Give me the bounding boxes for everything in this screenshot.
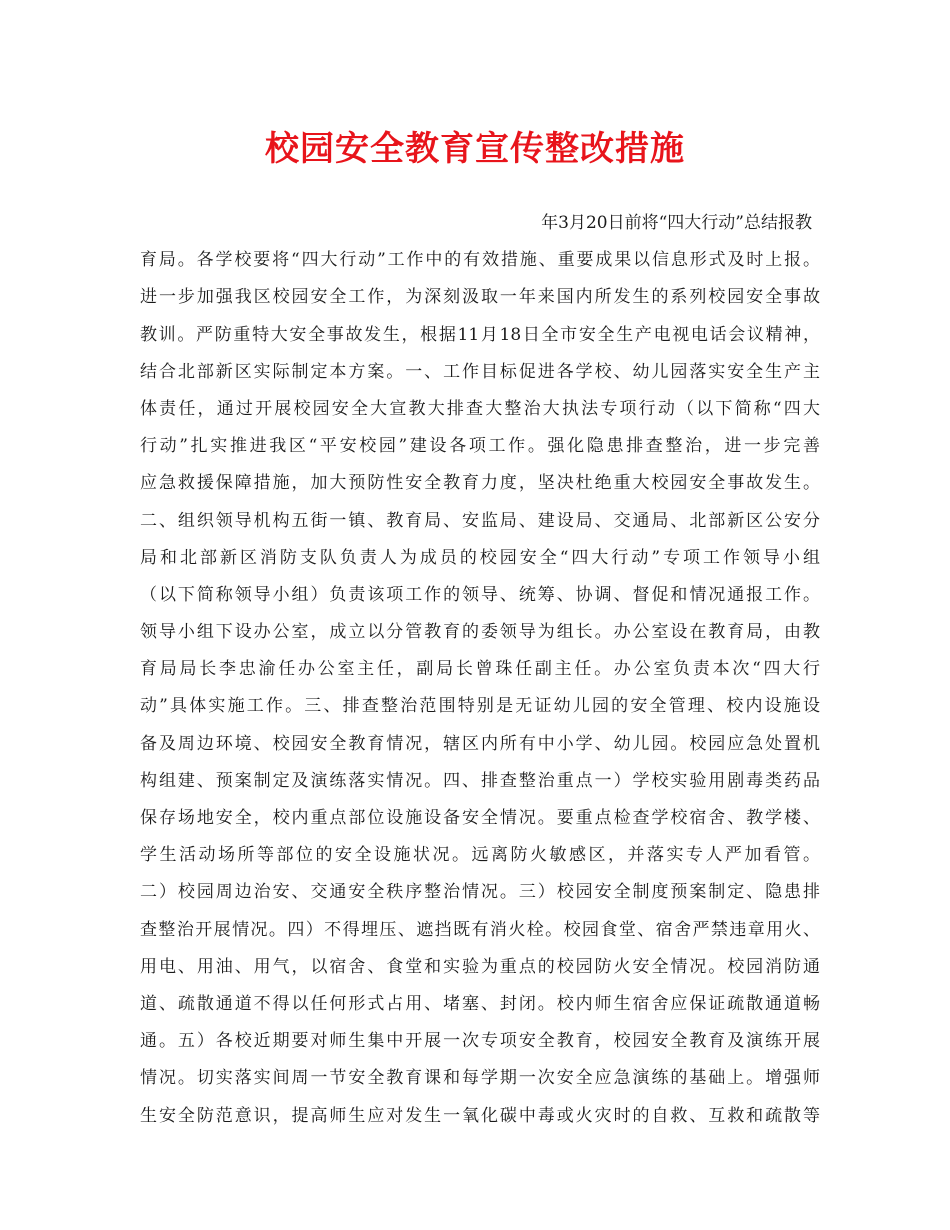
body-line: 行动”扎实推进我区“平安校园”建设各项工作。强化隐患排查整治，进一步完善	[140, 436, 820, 457]
body-line: 保存场地安全，校内重点部位设施设备安全情况。要重点检查学校宿舍、教学楼、	[140, 808, 820, 828]
body-line: 动”具体实施工作。三、排查整治范围特别是无证幼儿园的安全管理、校内设施设	[140, 696, 820, 717]
body-line: 育局局长李忠渝任办公室主任，副局长曾珠任副主任。办公室负责本次“四大行	[140, 659, 820, 680]
body-line: 体责任，通过开展校园安全大宣教大排查大整治大执法专项行动（以下简称“四大	[140, 398, 820, 419]
body-line: 道、疏散通道不得以任何形式占用、堵塞、封闭。校内师生宿舍应保证疏散通道畅	[140, 993, 820, 1014]
document-body	[140, 205, 820, 1135]
body-line: 局和北部新区消防支队负责人为成员的校园安全“四大行动”专项工作领导小组	[140, 547, 820, 568]
body-line: 年3月20日前将“四大行动”总结报教	[541, 213, 812, 233]
body-line: 生安全防范意识，提高师生应对发生一氧化碳中毒或火灾时的自救、互救和疏散等	[140, 1105, 820, 1126]
body-line: 教训。严防重特大安全事故发生，根据11月18日全市安全生产电视电话会议精神，	[140, 324, 820, 345]
body-line: 二、组织领导机构五街一镇、教育局、安监局、建设局、交通局、北部新区公安分	[140, 510, 820, 531]
body-line: 育局。各学校要将“四大行动”工作中的有效措施、重要成果以信息形式及时上报。	[140, 250, 820, 271]
body-line: 通。五）各校近期要对师生集中开展一次专项安全教育，校园安全教育及演练开展	[140, 1031, 820, 1052]
body-line: 领导小组下设办公室，成立以分管教育的委领导为组长。办公室设在教育局，由教	[140, 622, 820, 643]
body-line: 备及周边环境、校园安全教育情况，辖区内所有中小学、幼儿园。校园应急处置机	[140, 733, 820, 754]
body-line: 学生活动场所等部位的安全设施状况。远离防火敏感区，并落实专人严加看管。	[140, 845, 820, 866]
body-line: （以下简称领导小组）负责该项工作的领导、统筹、协调、督促和情况通报工作。	[140, 584, 820, 605]
body-line: 结合北部新区实际制定本方案。一、工作目标促进各学校、幼儿园落实安全生产主	[140, 361, 820, 382]
body-line: 二）校园周边治安、交通安全秩序整治情况。三）校园安全制度预案制定、隐患排	[140, 882, 820, 903]
body-line: 应急救援保障措施，加大预防性安全教育力度，坚决杜绝重大校园安全事故发生。	[140, 473, 820, 494]
document-title: 校园安全教育宣传整改措施	[265, 129, 685, 169]
body-line: 进一步加强我区校园安全工作，为深刻汲取一年来国内所发生的系列校园安全事故	[140, 287, 820, 308]
body-line: 构组建、预案制定及演练落实情况。四、排查整治重点一）学校实验用剧毒类药品	[140, 770, 820, 791]
body-line: 情况。切实落实间周一节安全教育课和每学期一次安全应急演练的基础上。增强师	[140, 1068, 820, 1089]
body-line: 查整治开展情况。四）不得埋压、遮挡既有消火栓。校园食堂、宿舍严禁违章用火、	[140, 919, 820, 940]
body-line: 用电、用油、用气，以宿舍、食堂和实验为重点的校园防火安全情况。校园消防通	[140, 956, 820, 977]
